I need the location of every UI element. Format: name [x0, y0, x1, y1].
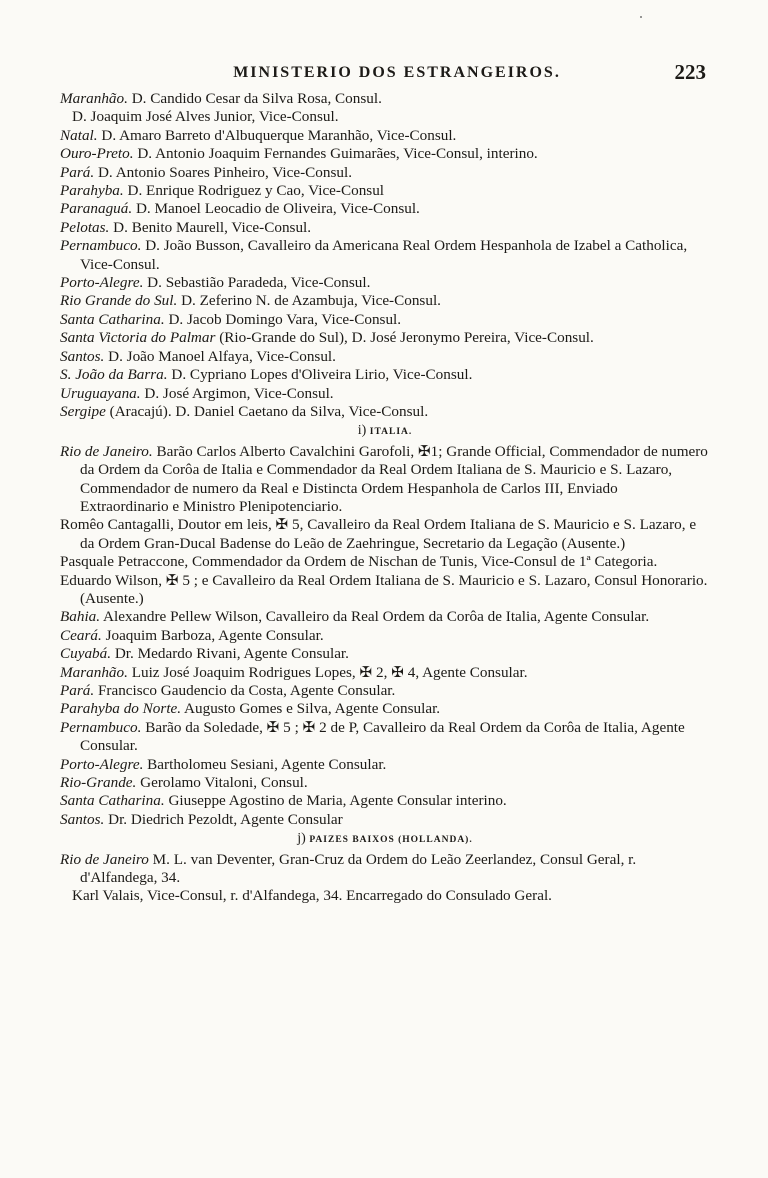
entry-place: Rio de Janeiro. — [60, 442, 153, 460]
entry-text: Luiz José Joaquim Rodrigues Lopes, ✠ 2, ✠ 4, Agente Consular. — [131, 663, 528, 681]
section-i-list — [60, 443, 710, 830]
entry-place: Pará. — [60, 682, 95, 699]
entry-place: Santos. — [60, 347, 105, 365]
entry-text: Francisco Gaudencio da Costa, Agente Consular. — [97, 682, 396, 699]
running-title: MINISTERIO DOS ESTRANGEIROS. — [233, 64, 561, 81]
entry-text: Joaquim Barboza, Agente Consular. — [105, 626, 324, 644]
entry-place: Sergipe — [60, 402, 106, 420]
directory-entry — [60, 366, 710, 384]
entry-text: Karl Valais, Vice-Consul, r. d'Alfandega, 34. Encarregado do Consulado Geral. — [72, 887, 552, 905]
entry-place: Maranhão. — [60, 90, 128, 107]
entry-place: Rio-Grande. — [60, 774, 137, 792]
section-j-list — [60, 851, 710, 906]
entry-text: Pasquale Petraccone, Commendador da Ordem de Nischan de Tunis, Vice-Consul de 1ª Categoria. — [60, 553, 658, 571]
page-body — [60, 90, 710, 906]
directory-entry — [60, 385, 710, 403]
entry-text: Romêo Cantagalli, Doutor em leis, ✠ 5, Cavalleiro da Real Ordem Italiana de S. Mauricio e S. Lazaro, e da Ordem Gran-Ducal Badense do Leão de Zaehringue, Secretario da Legação (Ausente.) — [60, 516, 697, 552]
section-name: PAIZES BAIXOS (HOLLANDA). — [309, 835, 473, 846]
directory-entry — [60, 403, 710, 421]
directory-entry — [60, 145, 710, 163]
entry-place: Rio Grande do Sul. — [60, 292, 178, 310]
directory-entry — [60, 811, 710, 829]
directory-entry — [60, 792, 710, 810]
page-number: 223 — [674, 60, 706, 84]
directory-entry — [60, 682, 710, 700]
directory-entry — [60, 516, 710, 553]
entry-place: Pernambuco. — [60, 237, 142, 255]
directory-entry — [60, 200, 710, 218]
directory-entry — [60, 719, 710, 756]
entry-text: D. Sebastião Paradeda, Vice-Consul. — [147, 274, 371, 292]
entry-place: Ceará. — [60, 626, 102, 644]
entry-text: Augusto Gomes e Silva, Agente Consular. — [184, 700, 441, 718]
directory-entry — [60, 329, 710, 347]
directory-entry — [60, 219, 710, 237]
entry-text: D. Joaquim José Alves Junior, Vice-Consul. — [72, 108, 339, 126]
entry-text: D. Benito Maurell, Vice-Consul. — [113, 218, 312, 236]
entry-place: Porto-Alegre. — [60, 274, 144, 292]
entry-text: D. Candido Cesar da Silva Rosa, Consul. — [131, 90, 382, 107]
entry-text: D. Zeferino N. de Azambuja, Vice-Consul. — [181, 292, 441, 310]
directory-entry — [60, 700, 710, 718]
page-header — [60, 60, 710, 90]
entry-text: Eduardo Wilson, ✠ 5 ; e Cavalleiro da Real Ordem Italiana de S. Mauricio e S. Lazaro, Consul Honorario. (Ausente.) — [60, 571, 708, 607]
entry-text: D. Antonio Joaquim Fernandes Guimarães, Vice-Consul, interino. — [137, 145, 538, 163]
entry-text: M. L. van Deventer, Gran-Cruz da Ordem do Leão Zeerlandez, Consul Geral, r. d'Alfandega, 34. — [80, 850, 637, 887]
directory-entry — [60, 608, 710, 626]
directory-entry — [60, 572, 710, 609]
section-heading-paizes-baixos — [60, 830, 710, 849]
directory-entry — [60, 237, 710, 274]
section-label: i) — [357, 423, 367, 439]
directory-entry — [60, 292, 710, 310]
entry-text: D. Enrique Rodriguez y Cao, Vice-Consul — [127, 182, 385, 200]
directory-entry — [60, 311, 710, 329]
entry-place: S. João da Barra. — [60, 366, 168, 384]
entry-place: Maranhão. — [60, 663, 128, 681]
entry-text: D. Manoel Leocadio de Oliveira, Vice-Consul. — [135, 200, 420, 218]
section-name: ITALIA. — [369, 427, 413, 438]
entry-text: D. João Busson, Cavalleiro da Americana Real Ordem Hespanhola de Izabel a Catholica, Vice-Consul. — [80, 237, 688, 273]
entry-text: D. Jacob Domingo Vara, Vice-Consul. — [168, 310, 402, 328]
entry-text: (Aracajú). D. Daniel Caetano da Silva, Vice-Consul. — [109, 402, 429, 420]
directory-entry — [60, 627, 710, 645]
directory-entry — [60, 851, 710, 888]
entry-place: Santa Catharina. — [60, 792, 165, 810]
directory-entry — [60, 182, 710, 200]
entry-place: Natal. — [60, 126, 98, 144]
directory-entry — [60, 645, 710, 663]
directory-entry — [60, 443, 710, 517]
entry-text: Bartholomeu Sesiani, Agente Consular. — [147, 755, 387, 773]
entry-text: D. João Manoel Alfaya, Vice-Consul. — [108, 347, 336, 365]
entry-text: Giuseppe Agostino de Maria, Agente Consular interino. — [168, 792, 507, 810]
directory-entry — [60, 90, 710, 108]
entry-place: Pelotas. — [60, 218, 110, 236]
entry-place: Pará. — [60, 163, 95, 181]
entry-place: Parahyba. — [60, 182, 124, 200]
entry-text: D. José Argimon, Vice-Consul. — [144, 384, 334, 402]
entry-place: Santa Catharina. — [60, 310, 165, 328]
entry-text: Dr. Medardo Rivani, Agente Consular. — [114, 645, 349, 663]
section-label: j) — [297, 831, 306, 847]
directory-entry — [60, 108, 710, 126]
entry-place: Bahia. — [60, 608, 101, 626]
entry-place: Porto-Alegre. — [60, 755, 144, 773]
entry-text: Barão Carlos Alberto Cavalchini Garofoli, ✠1; Grande Official, Commendador de numero da Ordem da Corôa de Italia e Commendador da Real Ordem Italiana de S. Mauricio e S. Lazaro, Commendador de numero da Real e Distincta Ordem Hespanhola de Carlos III, Enviado Extraordinario e Ministro Plenipotenciario. — [80, 442, 708, 515]
entry-place: Uruguayana. — [60, 384, 141, 402]
section-h-list — [60, 90, 710, 421]
entry-text: Gerolamo Vitaloni, Consul. — [140, 774, 308, 792]
entry-text: (Rio-Grande do Sul), D. José Jeronymo Pereira, Vice-Consul. — [219, 329, 594, 347]
entry-place: Cuyabá. — [60, 645, 112, 663]
entry-place: Rio de Janeiro — [60, 850, 149, 868]
directory-entry — [60, 756, 710, 774]
directory-entry — [60, 274, 710, 292]
entry-place: Santos. — [60, 810, 105, 828]
section-heading-italia — [60, 422, 710, 441]
entry-text: Alexandre Pellew Wilson, Cavalleiro da Real Ordem da Corôa de Italia, Agente Consular. — [103, 608, 650, 626]
entry-text: D. Amaro Barreto d'Albuquerque Maranhão, Vice-Consul. — [101, 126, 457, 144]
entry-place: Pernambuco. — [60, 718, 142, 736]
entry-text: Barão da Soledade, ✠ 5 ; ✠ 2 de P, Cavalleiro da Real Ordem da Corôa de Italia, Agente Consular. — [80, 718, 685, 755]
entry-place: Santa Victoria do Palmar — [60, 329, 216, 347]
entry-text: Dr. Diedrich Pezoldt, Agente Consular — [108, 810, 343, 828]
entry-place: Ouro-Preto. — [60, 145, 134, 163]
entry-text: D. Antonio Soares Pinheiro, Vice-Consul. — [97, 163, 352, 181]
directory-entry — [60, 887, 710, 905]
ink-speck — [640, 16, 642, 18]
directory-entry — [60, 164, 710, 182]
directory-entry — [60, 553, 710, 571]
directory-entry — [60, 774, 710, 792]
entry-place: Parahyba do Norte. — [60, 700, 182, 718]
directory-entry — [60, 664, 710, 682]
entry-place: Paranaguá. — [60, 200, 133, 218]
directory-entry — [60, 127, 710, 145]
directory-entry — [60, 348, 710, 366]
entry-text: D. Cypriano Lopes d'Oliveira Lirio, Vice-Consul. — [171, 366, 473, 384]
